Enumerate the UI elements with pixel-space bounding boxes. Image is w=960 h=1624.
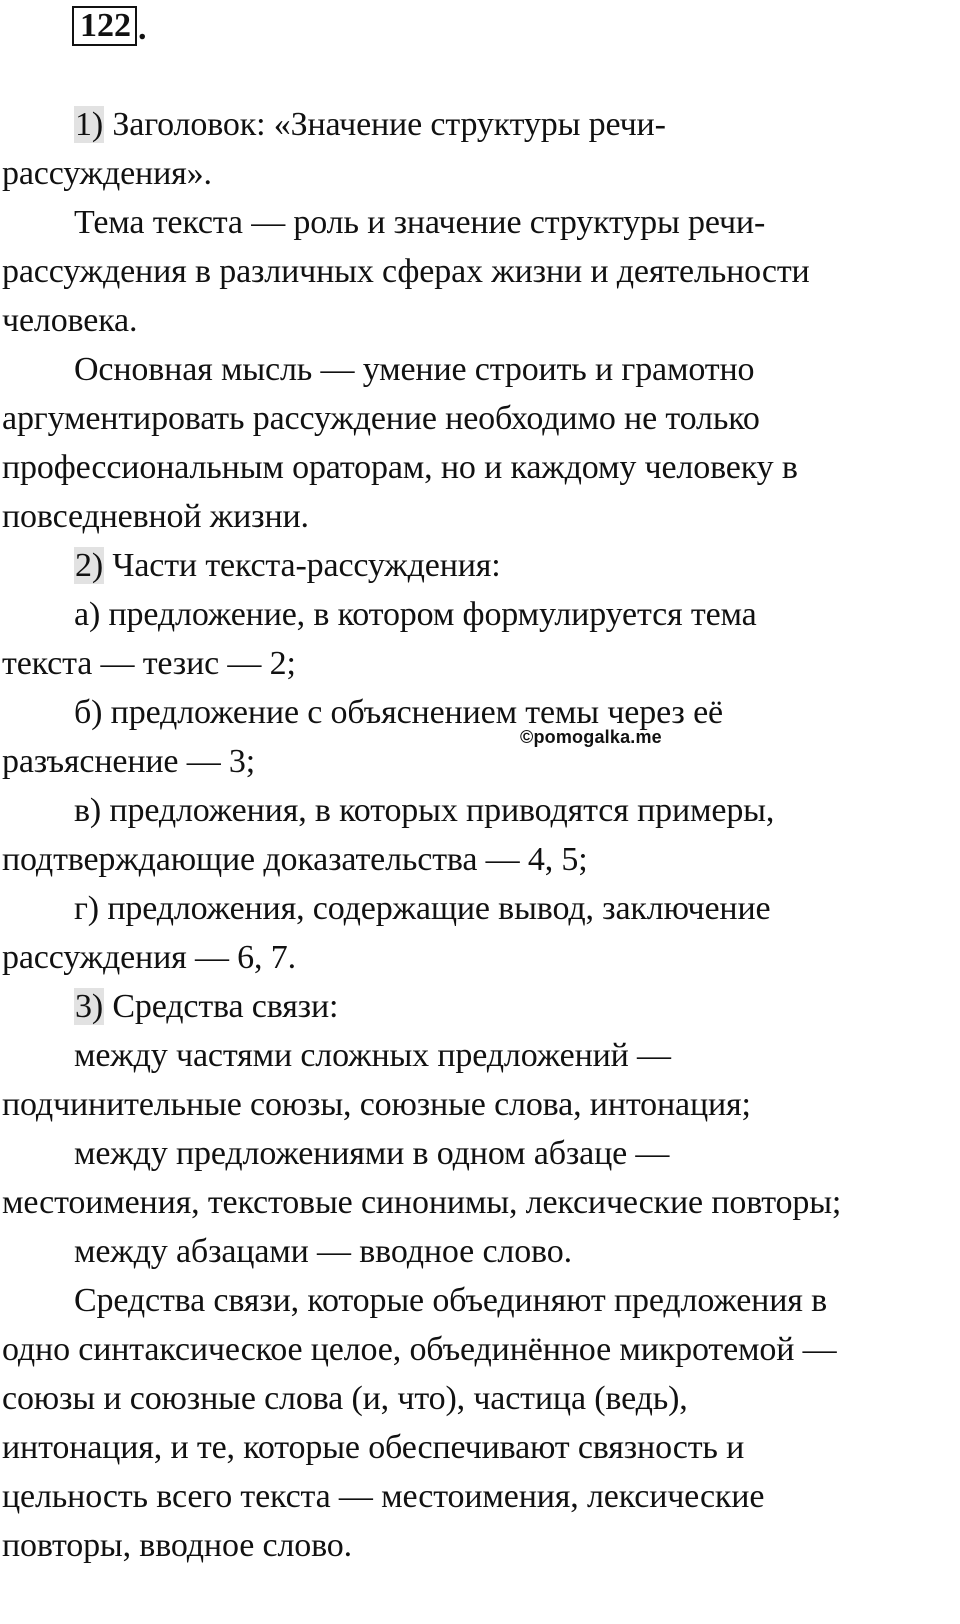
watermark: ©pomogalka.me [520, 727, 662, 747]
text-line: рассуждения — 6, 7. [2, 939, 296, 976]
title-line: Заголовок: «Значение структуры речи- [104, 106, 666, 143]
text-line: г) предложения, содержащие вывод, заключение [74, 890, 771, 927]
paragraph-title [2, 100, 952, 149]
text-line: а) предложение, в котором формулируется тема [74, 596, 757, 633]
text-line: повторы, вводное слово. [2, 1527, 352, 1564]
answer-text [2, 100, 952, 1570]
text-line: между частями сложных предложений — [74, 1037, 671, 1074]
item-number-2: 2) [75, 547, 104, 584]
task-number [72, 6, 147, 46]
item-number-1: 1) [75, 106, 104, 143]
item-number-3: 3) [75, 988, 104, 1025]
text-line: профессиональным ораторам, но и каждому человеку в [2, 449, 798, 486]
text-line: между предложениями в одном абзаце — [74, 1135, 670, 1172]
text-line: в) предложения, в которых приводятся примеры, [74, 792, 775, 829]
text-line: человека. [2, 302, 138, 339]
text-line: интонация, и те, которые обеспечивают связность и [2, 1429, 745, 1466]
task-number-dot: . [138, 10, 147, 47]
text-line: аргументировать рассуждение необходимо не только [2, 400, 760, 437]
text-line: Тема текста — роль и значение структуры речи- [74, 204, 766, 241]
text-line: б) предложение с объяснением темы через её [74, 694, 723, 731]
text-line: Средства связи, которые объединяют предложения в [74, 1282, 828, 1319]
text-line: подчинительные союзы, союзные слова, интонация; [2, 1086, 751, 1123]
means-heading: Средства связи: [104, 988, 339, 1025]
text-line: местоимения, текстовые синонимы, лексические повторы; [2, 1184, 842, 1221]
text-line: между абзацами — вводное слово. [74, 1233, 572, 1270]
text-line: цельность всего текста — местоимения, лексические [2, 1478, 765, 1515]
text-line: текста — тезис — 2; [2, 645, 296, 682]
task-number-box: 122 [72, 6, 137, 46]
parts-heading: Части текста-рассуждения: [104, 547, 501, 584]
text-line: Основная мысль — умение строить и грамотно [74, 351, 755, 388]
text-line: рассуждения». [2, 155, 212, 192]
text-line: рассуждения в различных сферах жизни и деятельности [2, 253, 810, 290]
text-line: повседневной жизни. [2, 498, 309, 535]
text-line: одно синтаксическое целое, объединённое микротемой — [2, 1331, 837, 1368]
paragraph-means [2, 982, 952, 1031]
paragraph-parts [2, 541, 952, 590]
text-line: разъяснение — 3; [2, 743, 256, 780]
text-line: союзы и союзные слова (и, что), частица (ведь), [2, 1380, 688, 1417]
text-line: подтверждающие доказательства — 4, 5; [2, 841, 588, 878]
